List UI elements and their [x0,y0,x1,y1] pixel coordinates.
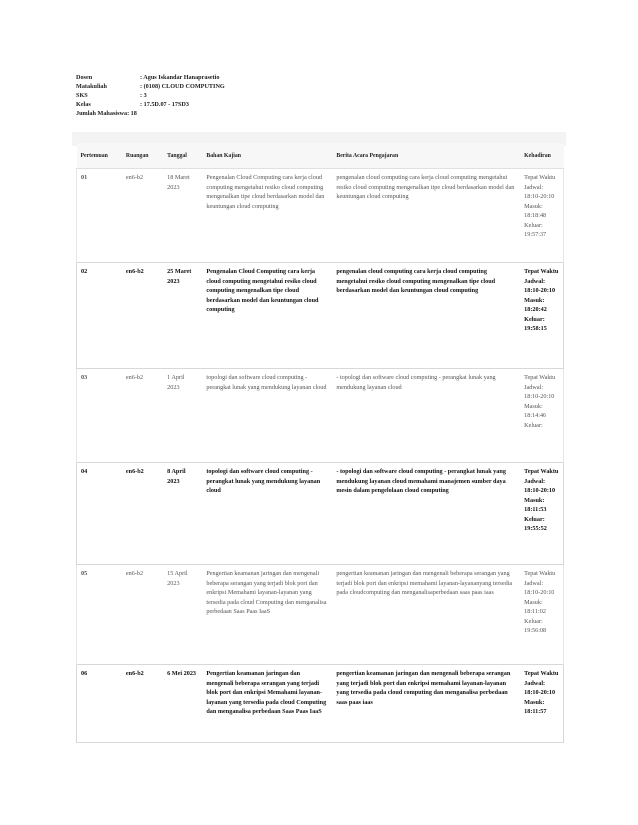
dosen-value: : Agus Iskandar Hanaprasetio [140,74,220,81]
table-row [77,369,564,463]
kelas-row [76,100,225,109]
cell-bahan-kajian: Pengenalan Cloud Computing cara kerja cloud computing mengetahui resiko cloud computing mengenalkan tipe cloud berdasarkan model dan keuntungan cloud computing [206,174,325,210]
cell-ruangan: en6-b2 [125,174,144,181]
cell-tanggal: 8 April 2023 [167,468,186,485]
cell-kehadiran: Tepat Waktu Jadwal: 18:10-20:10 Masuk: 18:11:57 [524,670,559,715]
cell-kehadiran: Tepat Waktu Jadwal: 18:10-20:10 Masuk: 18:14:46 Keluar: [524,374,556,429]
table-row [77,463,564,565]
jumlah-value: : 18 [127,110,137,117]
dosen-label: Dosen [76,74,93,81]
table-row [77,263,564,369]
cell-pertemuan: 06 [81,670,88,677]
jumlah-row [76,109,225,118]
matkul-row [76,82,225,91]
sks-value: : 3 [140,92,147,99]
cell-tanggal: 18 Maret 2023 [167,174,190,191]
jumlah-label: Jumlah Mahasiswa [76,110,128,117]
cell-bahan-kajian: Pengenalan Cloud Computing cara kerja cloud computing mengetahui resiko cloud computing mengenalkan tipe cloud berdasarkan model dan keuntungan cloud computing [206,268,319,313]
table-row [77,665,564,743]
sks-label: SKS [76,92,88,99]
matkul-value: : (0108) CLOUD COMPUTING [140,83,225,90]
table-row [77,169,564,263]
cell-pertemuan: 05 [81,570,88,577]
col-ruangan: Ruangan [122,143,163,169]
table-row [77,565,564,665]
cell-tanggal: 1 April 2023 [167,374,185,391]
cell-pertemuan: 02 [81,268,88,275]
cell-bahan-kajian: Pengertian keamanan jaringan dan mengenali beberapa serangan yang terjadi blok port dan enkripsi Memahami layanan-layanan yang tersedia pada cloud Computing dan menganalisa perbedaan Saas Paas IaaS [206,670,327,715]
col-kehadiran: Kehadiran [520,143,563,169]
cell-bahan-kajian: Pengertian keamanan jaringan dan mengenali beberapa serangan yang terjadi blok port dan enkripsi Memahami layanan-layanan yang tersedia pada cloud Computing dan menganalisa perbedaan Saas Paas IaaS [206,570,327,615]
kelas-value: : 17.5D.07 - 17SD3 [140,101,189,108]
sks-row [76,91,225,100]
attendance-table [76,143,564,743]
cell-berita-acara: - topologi dan software cloud computing - perangkat lunak yang mendukung layanan cloud memahami manajemen sumber daya mesin dalam pengelolaan cloud computing [336,468,506,494]
cell-kehadiran: Tepat Waktu Jadwal: 18:10-20:10 Masuk: 18:11:53 Keluar: 19:55:52 [524,468,559,532]
cell-tanggal: 15 April 2023 [167,570,188,587]
cell-ruangan: en6-b2 [125,468,144,475]
cell-pertemuan: 01 [81,174,88,181]
dosen-row [76,73,225,82]
cell-berita-acara: pengenalan cloud computing cara kerja cloud computing mengetahui resiko cloud computing mengenalkan tipe cloud berdasarkan model dan keuntungan cloud computing [336,268,496,294]
cell-ruangan: en6-b2 [125,268,144,275]
cell-ruangan: en6-b2 [125,570,144,577]
cell-berita-acara: pengertian keamanan jaringan dan mengenali beberapa serangan yang terjadi blok port dan enkripsi memahami layanan-layananyang tersedia pada cloudcomputing dan menganalisaperbedaan saas paas iaas [336,570,513,596]
cell-kehadiran: Tepat Waktu Jadwal: 18:10-20:10 Masuk: 18:11:02 Keluar: 19:56:08 [524,570,556,634]
col-berita-acara: Berita Acara Pengajaran [332,143,520,169]
cell-pertemuan: 03 [81,374,88,381]
cell-bahan-kajian: topologi dan software cloud computing - perangkat lunak yang mendukung layanan cloud [206,374,327,391]
cell-berita-acara: pengenalan cloud computing cara kerja cloud computing mengetahui resiko cloud computing mengenalkan tipe cloud berdasarkan model dan keuntungan cloud computing [336,174,515,200]
cell-tanggal: 25 Maret 2023 [167,268,192,285]
cell-ruangan: en6-b2 [125,374,144,381]
col-bahan-kajian: Bahan Kajian [202,143,332,169]
cell-pertemuan: 04 [81,468,88,475]
kelas-label: Kelas [76,101,91,108]
cell-berita-acara: - topologi dan software cloud computing - perangkat lunak yang mendukung layanan cloud [336,374,496,391]
table-header-row [77,143,564,169]
cell-kehadiran: Tepat Waktu Jadwal: 18:10-20:10 Masuk: 18:20:42 Keluar: 19:58:15 [524,268,559,332]
cell-bahan-kajian: topologi dan software cloud computing - perangkat lunak yang mendukung layanan cloud [206,468,321,494]
cell-berita-acara: pengertian keamanan jaringan dan mengenali beberapa serangan yang terjadi blok port dan enkripsi memahami layanan-layanan yang tersedia pada cloud computing dan menganalisa perbedaan saas paas iaas [336,670,511,706]
matkul-label: Matakuliah [76,83,107,90]
cell-kehadiran: Tepat Waktu Jadwal: 18:10-20:10 Masuk: 18:18:48 Keluar: 19:57:37 [524,174,556,238]
cell-tanggal: 6 Mei 2023 [167,670,197,677]
course-header [76,73,225,118]
cell-ruangan: en6-b2 [125,670,144,677]
col-tanggal: Tanggal [163,143,202,169]
col-pertemuan: Pertemuan [77,143,122,169]
